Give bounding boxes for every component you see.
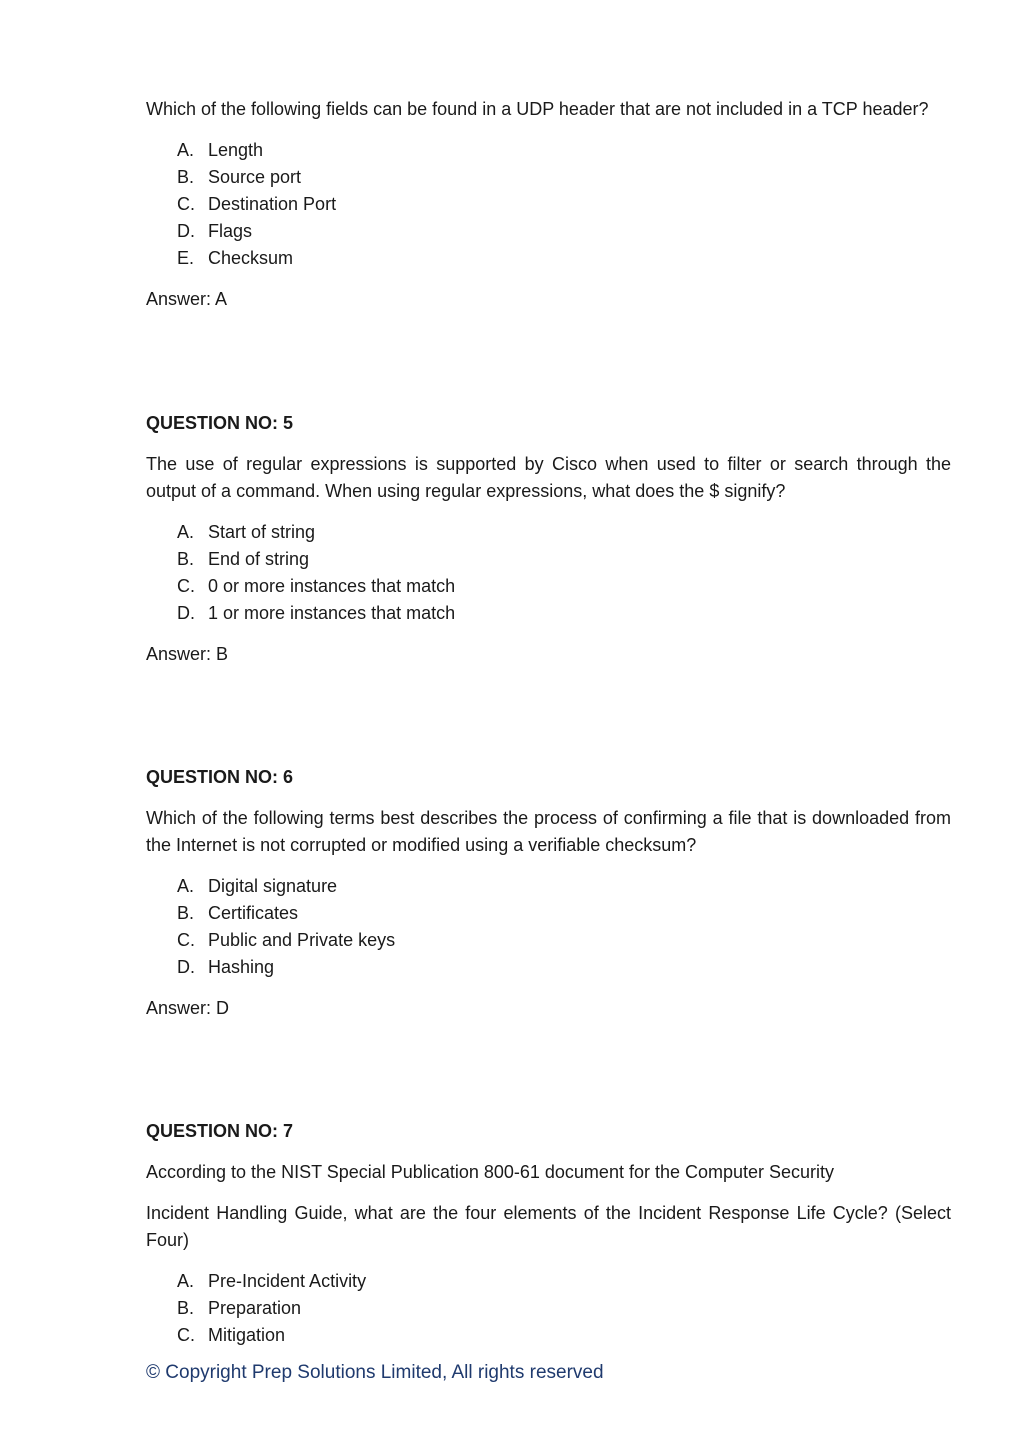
option-item	[146, 573, 951, 600]
question-text: The use of regular expressions is supported by Cisco when used to filter or search through the output of a command. When using regular expressions, what does the $ signify?	[146, 454, 951, 501]
option-item	[146, 873, 951, 900]
option-text: Flags	[208, 221, 253, 241]
option-text: Start of string	[208, 522, 316, 542]
option-text: End of string	[208, 549, 310, 569]
option-letter: E.	[177, 248, 195, 268]
answer-text: Answer: D	[146, 998, 230, 1018]
option-item	[146, 900, 951, 927]
copyright-footer: © Copyright Prep Solutions Limited, All rights reserved	[146, 1362, 604, 1383]
option-text: Digital signature	[208, 876, 338, 896]
option-letter: D.	[177, 957, 195, 977]
question-text: Which of the following fields can be found in a UDP header that are not included in a TCP header?	[146, 99, 929, 119]
option-item	[146, 191, 951, 218]
option-item	[146, 137, 951, 164]
option-item	[146, 245, 951, 272]
option-letter: B.	[177, 549, 195, 569]
option-text: Certificates	[208, 903, 299, 923]
option-text: Preparation	[208, 1298, 302, 1318]
question-5	[146, 410, 951, 668]
option-item	[146, 600, 951, 627]
option-letter: C.	[177, 576, 195, 596]
answer-text: Answer: B	[146, 644, 229, 664]
option-item	[146, 927, 951, 954]
option-letter: B.	[177, 903, 195, 923]
option-letter: B.	[177, 167, 195, 187]
question-title: QUESTION NO: 7	[146, 1121, 294, 1141]
option-item	[146, 1268, 951, 1295]
option-item	[146, 1295, 951, 1322]
option-letter: C.	[177, 194, 195, 214]
option-text: Checksum	[208, 248, 294, 268]
option-letter: D.	[177, 221, 195, 241]
option-letter: A.	[177, 876, 195, 896]
option-list	[146, 1268, 951, 1349]
option-item	[146, 546, 951, 573]
question-title: QUESTION NO: 5	[146, 413, 294, 433]
option-item	[146, 164, 951, 191]
option-text: Pre-Incident Activity	[208, 1271, 367, 1291]
option-letter: D.	[177, 603, 195, 623]
option-list	[146, 873, 951, 981]
question-text-line-1: According to the NIST Special Publication 800-61 document for the Computer Security	[146, 1162, 835, 1182]
option-text: Destination Port	[208, 194, 337, 214]
option-letter: C.	[177, 1325, 195, 1345]
question-7	[146, 1118, 951, 1349]
option-text: Source port	[208, 167, 302, 187]
answer-text: Answer: A	[146, 289, 228, 309]
question-title: QUESTION NO: 6	[146, 767, 294, 787]
option-text: Length	[208, 140, 264, 160]
option-item	[146, 954, 951, 981]
question-text: Which of the following terms best describes the process of confirming a file that is downloaded from the Internet is not corrupted or modified using a verifiable checksum?	[146, 808, 951, 855]
option-item	[146, 1322, 951, 1349]
option-text: 0 or more instances that match	[208, 576, 456, 596]
question-6	[146, 764, 951, 1022]
option-text: 1 or more instances that match	[208, 603, 456, 623]
option-list	[146, 137, 951, 272]
option-letter: C.	[177, 930, 195, 950]
option-text: Mitigation	[208, 1325, 286, 1345]
option-text: Public and Private keys	[208, 930, 396, 950]
option-item	[146, 218, 951, 245]
option-text: Hashing	[208, 957, 275, 977]
option-list	[146, 519, 951, 627]
option-letter: A.	[177, 140, 195, 160]
option-item	[146, 519, 951, 546]
option-letter: A.	[177, 1271, 195, 1291]
question-text-line-2: Incident Handling Guide, what are the four elements of the Incident Response Life Cycle? (Select Four)	[146, 1203, 951, 1250]
option-letter: A.	[177, 522, 195, 542]
question-4	[146, 96, 951, 313]
option-letter: B.	[177, 1298, 195, 1318]
